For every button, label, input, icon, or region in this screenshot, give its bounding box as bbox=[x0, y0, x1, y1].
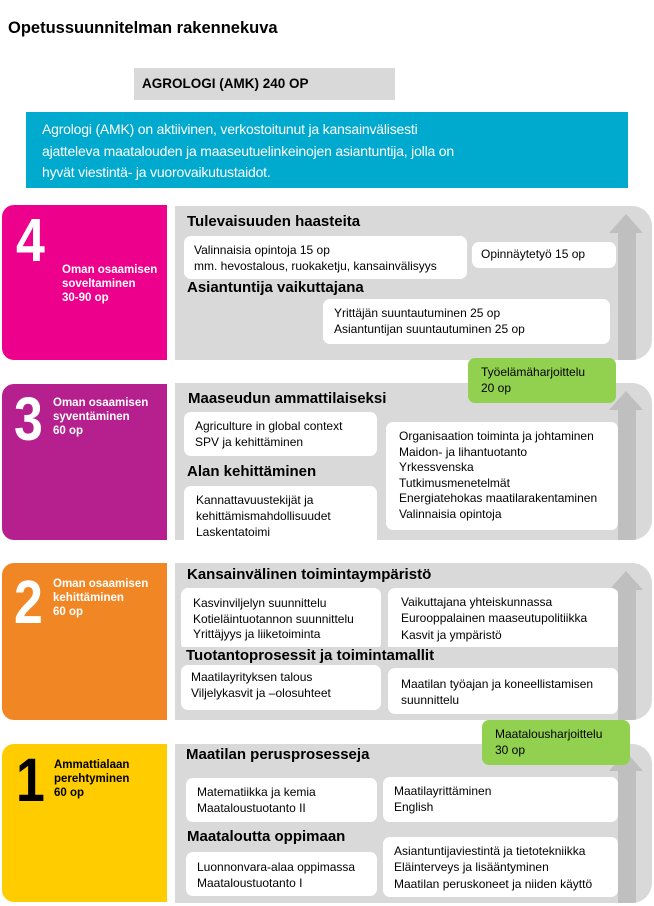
course-item: SPV ja kehittäminen bbox=[195, 434, 304, 449]
section-title: Tuotantoprosessit ja toimintamallit bbox=[181, 647, 618, 665]
page-title: Opetussuunnitelman rakennekuva bbox=[8, 19, 278, 37]
level-name-line: perehtyminen bbox=[54, 773, 130, 785]
section-title: Kansainvälinen toimintaympäristö bbox=[187, 566, 432, 583]
course-item: Kasvinviljelyn suunnittelu bbox=[193, 596, 327, 610]
level-1-block bbox=[2, 744, 167, 902]
course-item: Maatilan peruskoneet ja niiden käyttö bbox=[394, 876, 593, 891]
course-box bbox=[383, 777, 618, 822]
course-item: Kannattavuustekijät ja bbox=[196, 493, 314, 507]
course-item: Asiantuntijaviestintä ja tietotekniikka bbox=[394, 844, 586, 858]
level-credits: 30-90 op bbox=[62, 292, 109, 304]
level-3-panel bbox=[175, 383, 652, 540]
internship-credits: 30 op bbox=[495, 743, 526, 757]
level-name-line: syventäminen bbox=[53, 411, 130, 423]
course-item: Kotieläintuotannon suunnittelu bbox=[193, 611, 354, 626]
level-number: 4 bbox=[16, 206, 45, 274]
level-2-panel bbox=[175, 563, 652, 720]
level-credits: 60 op bbox=[53, 425, 84, 437]
level-4-block bbox=[2, 205, 167, 360]
course-box bbox=[184, 486, 377, 540]
description-line: Agrologi (AMK) on aktiivinen, verkostoitunut ja kansainvälisesti bbox=[42, 121, 418, 137]
degree-title: AGROLOGI (AMK) 240 OP bbox=[142, 76, 309, 91]
level-name bbox=[53, 577, 148, 619]
section-title: Alan kehittäminen bbox=[187, 463, 317, 480]
level-number: 3 bbox=[14, 385, 43, 453]
internship-badge bbox=[468, 358, 616, 403]
course-box bbox=[388, 668, 618, 714]
course-item: kehittämismahdollisuudet bbox=[196, 509, 331, 523]
section-title: Asiantuntija vaikuttajana bbox=[187, 279, 364, 296]
course-item: suunnittelu bbox=[401, 693, 460, 707]
level-number: 2 bbox=[14, 568, 43, 636]
level-name-line: kehittäminen bbox=[53, 592, 124, 604]
level-4-panel bbox=[175, 206, 652, 360]
course-item: Yrittäjyys ja liiketoiminta bbox=[193, 627, 321, 641]
course-item: Eläinterveys ja lisääntyminen bbox=[394, 860, 549, 875]
course-item: Matematiikka ja kemia bbox=[197, 785, 316, 799]
course-item: Maatilan työajan ja koneellistamisen bbox=[401, 677, 594, 691]
course-item: Viljelykasvit ja –olosuhteet bbox=[191, 685, 331, 700]
degree-banner bbox=[134, 68, 395, 100]
course-box bbox=[323, 299, 610, 344]
level-credits: 60 op bbox=[54, 787, 85, 799]
course-item: Maatilayrittäminen bbox=[394, 784, 492, 798]
progress-arrow-shaft bbox=[618, 410, 636, 540]
course-box bbox=[186, 852, 377, 896]
course-item: Eurooppalainen maaseutupolitiikka bbox=[401, 611, 588, 626]
description-line: ajatteleva maatalouden ja maaseutuelinkeinojen asiantuntija, jolla on bbox=[42, 142, 454, 159]
course-item: Valinnaisia opintoja 15 op bbox=[194, 243, 330, 257]
level-name bbox=[53, 396, 148, 438]
level-name bbox=[54, 758, 129, 800]
course-item: Maataloustuotanto I bbox=[197, 876, 303, 890]
course-item: Tutkimusmenetelmät bbox=[399, 475, 510, 490]
course-item: Asiantuntijan suuntautuminen 25 op bbox=[334, 321, 525, 336]
course-item: English bbox=[394, 799, 434, 814]
progress-arrow-head-icon bbox=[609, 214, 643, 233]
course-item: Maidon- ja lihantuotanto bbox=[399, 444, 528, 459]
course-item: Maatilayrityksen talous bbox=[191, 670, 313, 684]
section-title: Tulevaisuuden haasteita bbox=[187, 213, 361, 230]
course-item: Energiatehokas maatilarakentaminen bbox=[399, 491, 598, 506]
course-box bbox=[472, 242, 616, 268]
course-box bbox=[184, 236, 467, 279]
course-item: Yrittäjän suuntautuminen 25 op bbox=[334, 306, 501, 320]
section-title: Maatilan perusprosesseja bbox=[186, 746, 370, 763]
progress-arrow-head-icon bbox=[609, 571, 643, 590]
internship-name: Työelämäharjoittelu bbox=[481, 365, 586, 379]
course-box bbox=[386, 422, 618, 530]
level-2-block bbox=[2, 563, 167, 720]
course-box bbox=[186, 778, 377, 822]
internship-badge bbox=[482, 720, 630, 765]
course-item: Yrkessvenska bbox=[399, 460, 474, 475]
progress-arrow-shaft bbox=[618, 590, 636, 720]
level-name-line: soveltaminen bbox=[62, 278, 136, 290]
description-line: hyvät viestintä- ja vuorovaikutustaidot. bbox=[42, 164, 271, 180]
degree-description bbox=[26, 112, 628, 188]
internship-credits: 20 op bbox=[481, 381, 512, 395]
course-box bbox=[184, 412, 377, 456]
level-1-panel bbox=[175, 744, 652, 903]
level-credits: 60 op bbox=[53, 606, 84, 618]
course-item: Valinnaisia opintoja bbox=[399, 506, 502, 521]
course-box bbox=[388, 588, 618, 652]
course-box bbox=[383, 837, 618, 897]
internship-name: Maatalousharjoittelu bbox=[495, 727, 603, 741]
level-name-line: Ammattialaan bbox=[54, 759, 130, 771]
level-name-line: Oman osaamisen bbox=[62, 264, 158, 276]
course-box bbox=[181, 588, 381, 650]
section-title: Maaseudun ammattilaiseksi bbox=[188, 390, 387, 407]
level-name-line: Oman osaamisen bbox=[53, 397, 149, 409]
progress-arrow-shaft bbox=[618, 233, 636, 360]
course-box bbox=[181, 665, 381, 710]
course-item: Opinnäytetyö 15 op bbox=[481, 247, 586, 261]
level-name-line: Oman osaamisen bbox=[53, 578, 149, 590]
course-item: Luonnonvara-alaa oppimassa bbox=[197, 860, 356, 874]
course-item: Organisaation toiminta ja johtaminen bbox=[399, 429, 594, 443]
course-item: Vaikuttajana yhteiskunnassa bbox=[401, 595, 553, 609]
level-number: 1 bbox=[16, 746, 45, 814]
level-3-block bbox=[2, 384, 167, 540]
course-item: Agriculture in global context bbox=[195, 419, 343, 433]
course-item: mm. hevostalous, ruokaketju, kansainvälisyys bbox=[194, 258, 437, 273]
course-item: Kasvit ja ympäristö bbox=[401, 627, 502, 642]
level-name bbox=[62, 263, 157, 305]
progress-arrow-shaft bbox=[618, 771, 636, 903]
section-title: Maataloutta oppimaan bbox=[187, 828, 346, 845]
course-item: Maataloustuotanto II bbox=[197, 800, 306, 815]
course-item: Laskentatoimi bbox=[196, 525, 271, 539]
